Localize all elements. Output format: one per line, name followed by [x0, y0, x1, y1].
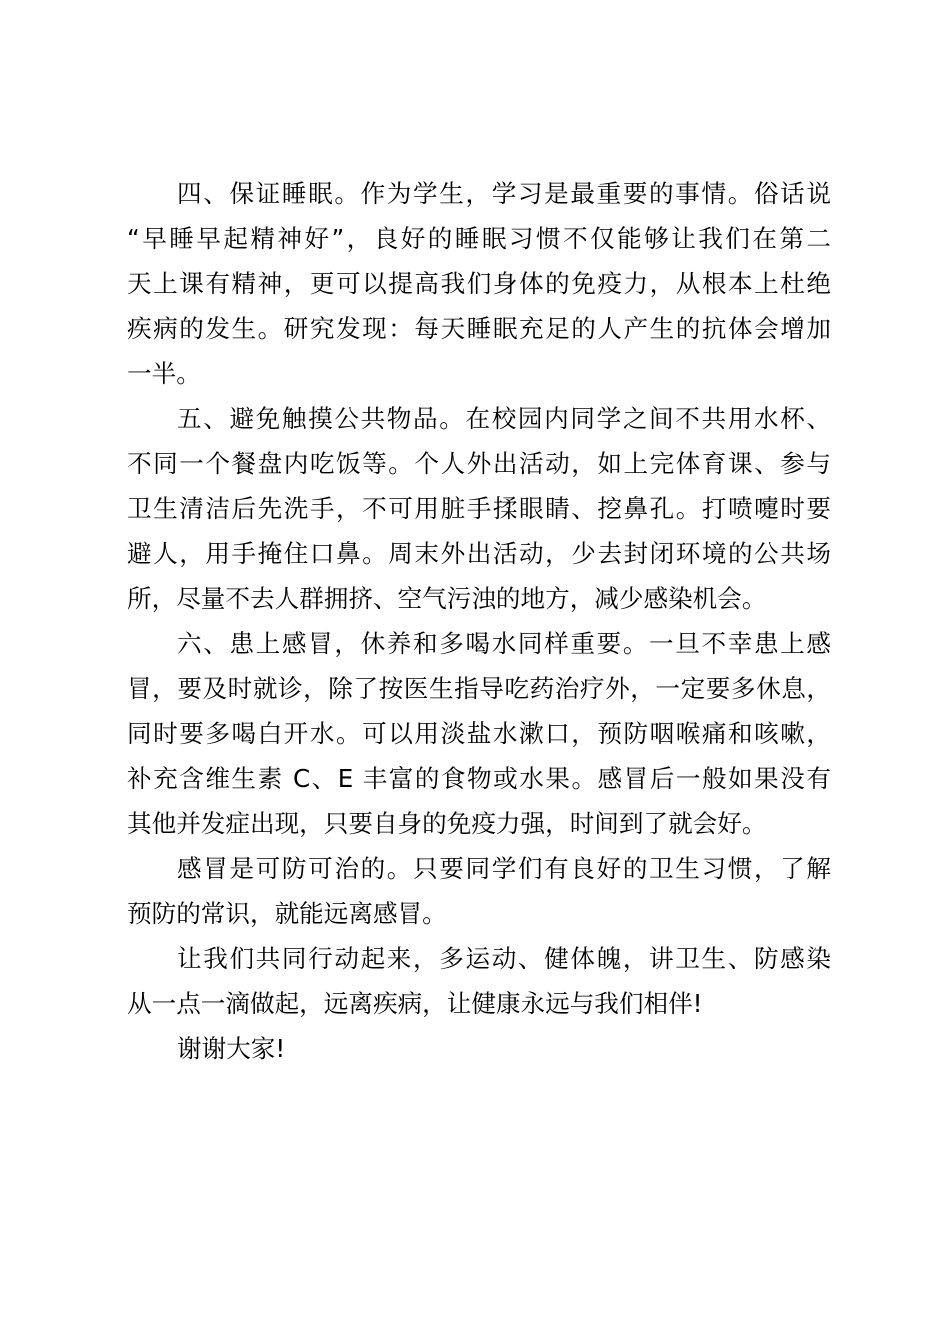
paragraph-thanks — [127, 1026, 831, 1071]
text-line: 从一点一滴做起，远离疾病，让健康永远与我们相伴! — [127, 989, 703, 1018]
text-line: 不同一个餐盘内吃饭等。个人外出活动，如上完体育课、参与 — [127, 449, 831, 478]
paragraph-sleep — [127, 171, 831, 396]
text-line: 六、患上感冒，休养和多喝水同样重要。一旦不幸患上感 — [177, 629, 831, 658]
paragraph-cold-care — [127, 621, 831, 846]
text-line: 卫生清洁后先洗手，不可用脏手揉眼睛、挖鼻孔。打喷嚏时要 — [127, 494, 831, 523]
paragraph-call-to-action — [127, 936, 831, 1026]
text-line: 疾病的发生。研究发现：每天睡眠充足的人产生的抗体会增加 — [127, 314, 831, 343]
text-line: 四、保证睡眠。作为学生，学习是最重要的事情。俗话说 — [177, 179, 831, 208]
text-line: 感冒是可防可治的。只要同学们有良好的卫生习惯，了解 — [177, 854, 831, 883]
text-line: 冒，要及时就诊，除了按医生指导吃药治疗外，一定要多休息， — [127, 674, 831, 703]
text-line: 所，尽量不去人群拥挤、空气污浊的地方，减少感染机会。 — [127, 584, 767, 613]
text-line: 谢谢大家! — [177, 1034, 286, 1063]
text-line: 一半。 — [127, 359, 201, 388]
text-line: 补充含维生素 C、E 丰富的食物或水果。感冒后一般如果没有 — [127, 764, 831, 793]
text-line: 其他并发症出现，只要自身的免疫力强，时间到了就会好。 — [127, 809, 767, 838]
paragraph-prevention — [127, 846, 831, 936]
text-line: 预防的常识，就能远离感冒。 — [127, 899, 447, 928]
text-line: 天上课有精神，更可以提高我们身体的免疫力，从根本上杜绝 — [127, 269, 831, 298]
text-line: “早睡早起精神好”，良好的睡眠习惯不仅能够让我们在第二 — [127, 224, 831, 253]
document-body — [127, 171, 831, 1071]
text-line: 五、避免触摸公共物品。在校园内同学之间不共用水杯、 — [177, 404, 831, 433]
text-line: 同时要多喝白开水。可以用淡盐水漱口，预防咽喉痛和咳嗽， — [127, 719, 831, 748]
text-line: 避人，用手掩住口鼻。周末外出活动，少去封闭环境的公共场 — [127, 539, 831, 568]
text-line: 让我们共同行动起来，多运动、健体魄，讲卫生、防感染 — [177, 944, 831, 973]
paragraph-public-items — [127, 396, 831, 621]
